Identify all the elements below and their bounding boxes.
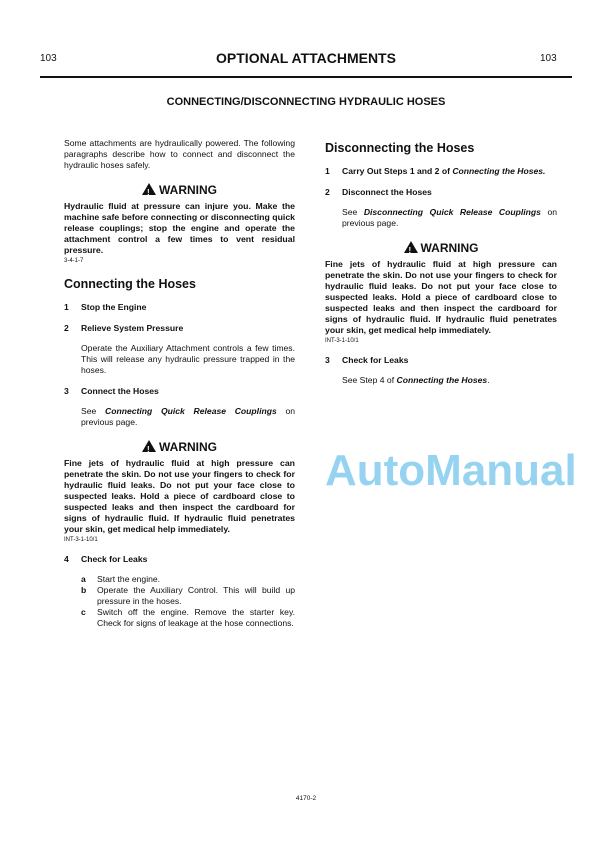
footer-code: 4170-2	[295, 795, 317, 802]
step-3-text	[81, 406, 295, 428]
warning-code: INT-3-1-10/1	[325, 338, 359, 344]
warning-label: WARNING	[159, 440, 217, 454]
page-number-right: 103	[540, 53, 557, 64]
heading-disconnecting: Disconnecting the Hoses	[325, 141, 475, 155]
cross-reference: Connecting the Hoses	[396, 375, 488, 385]
step-label: Check for Leaks	[81, 554, 148, 564]
heading-connecting: Connecting the Hoses	[64, 277, 196, 291]
header-rule	[40, 76, 572, 78]
step-label: Stop the Engine	[81, 302, 147, 312]
step-label: Connect the Hoses	[81, 386, 159, 396]
list-item	[81, 607, 295, 629]
warning-text: Fine jets of hydraulic fluid at high pressure can penetrate the skin. Do not use your fingers to check for hydraulic fluid leaks. Do not put your face close to suspected leaks. Hold a piece of cardboard close to suspected leaks and then inspect the cardboard for signs of hydraulic fluid. If hydraulic fluid penetrates your skin, get medical help immediately.	[64, 458, 295, 534]
see-text: See	[81, 406, 97, 416]
item-letter: c	[81, 607, 86, 617]
step-4	[64, 554, 295, 565]
warning-code: 3-4-1-7	[64, 258, 84, 264]
step-label: Carry Out Steps 1 and 2 of	[342, 166, 450, 176]
step-2	[325, 187, 557, 198]
warning-heading	[64, 183, 295, 198]
item-text: Start the engine.	[97, 574, 161, 584]
warning-triangle-icon	[142, 440, 156, 452]
item-text: Operate the Auxiliary Control. This will build up pressure in the hoses.	[97, 585, 295, 606]
step-1	[325, 166, 557, 177]
step-2-text	[342, 207, 557, 229]
step-4-list	[81, 574, 295, 629]
page-title: OPTIONAL ATTACHMENTS	[216, 50, 396, 66]
step-3	[64, 386, 295, 397]
step-label: Disconnect the Hoses	[342, 187, 432, 197]
step-3	[325, 355, 557, 366]
see-after: on previous page.	[342, 207, 558, 228]
left-column	[64, 138, 295, 629]
list-item	[81, 585, 295, 607]
step-1	[64, 302, 295, 313]
warning-triangle-icon	[404, 241, 418, 253]
step-number: 1	[325, 166, 330, 176]
warning-code: INT-3-1-10/1	[64, 537, 98, 543]
warning-heading	[64, 440, 295, 455]
step-number: 2	[64, 323, 69, 333]
item-letter: b	[81, 585, 87, 595]
cross-reference: Disconnecting Quick Release Couplings	[363, 207, 541, 217]
step-3-text	[342, 375, 557, 386]
step-number: 4	[64, 554, 69, 564]
warning-text: Hydraulic fluid at pressure can injure you. Make the machine safe before connecting or disconnecting quick release couplings; stop the engine and operate the attachment control a few times to vent residual pressure.	[64, 201, 295, 255]
see-after: on previous page.	[81, 406, 295, 427]
step-label: Relieve System Pressure	[81, 323, 184, 333]
item-text: Switch off the engine. Remove the starter key. Check for signs of leakage at the hose connections.	[97, 607, 295, 628]
watermark: AutoManual	[325, 446, 577, 495]
step-2-text: Operate the Auxiliary Attachment controls a few times. This will release any hydraulic pressure trapped in the hoses.	[81, 343, 295, 375]
see-after: .	[487, 375, 490, 385]
intro-paragraph: Some attachments are hydraulically powered. The following paragraphs describe how to connect and disconnect the hydraulic hoses safely.	[64, 138, 295, 170]
cross-reference: Connecting the Hoses.	[452, 166, 546, 176]
warning-text: Fine jets of hydraulic fluid at high pressure can penetrate the skin. Do not use your fingers to check for hydraulic fluid leaks. Do not put your face close to suspected leaks. Hold a piece of cardboard close to suspected leaks and then inspect the cardboard for signs of hydraulic fluid. If hydraulic fluid penetrates your skin, get medical help immediately.	[325, 259, 557, 335]
warning-label: WARNING	[159, 183, 217, 197]
list-item	[81, 574, 295, 585]
right-column	[325, 138, 577, 496]
step-number: 3	[325, 355, 330, 365]
step-number: 2	[325, 187, 330, 197]
step-number: 3	[64, 386, 69, 396]
step-number: 1	[64, 302, 69, 312]
warning-heading	[325, 241, 557, 256]
page-number-left: 103	[40, 53, 57, 64]
section-title: CONNECTING/DISCONNECTING HYDRAULIC HOSES	[166, 96, 446, 108]
step-label: Check for Leaks	[342, 355, 409, 365]
see-text: See	[342, 207, 358, 217]
cross-reference: Connecting Quick Release Couplings	[105, 406, 277, 416]
warning-label: WARNING	[420, 241, 479, 255]
see-text: See Step 4 of	[342, 375, 395, 385]
step-2	[64, 323, 295, 334]
item-letter: a	[81, 574, 86, 584]
warning-triangle-icon	[142, 183, 156, 195]
